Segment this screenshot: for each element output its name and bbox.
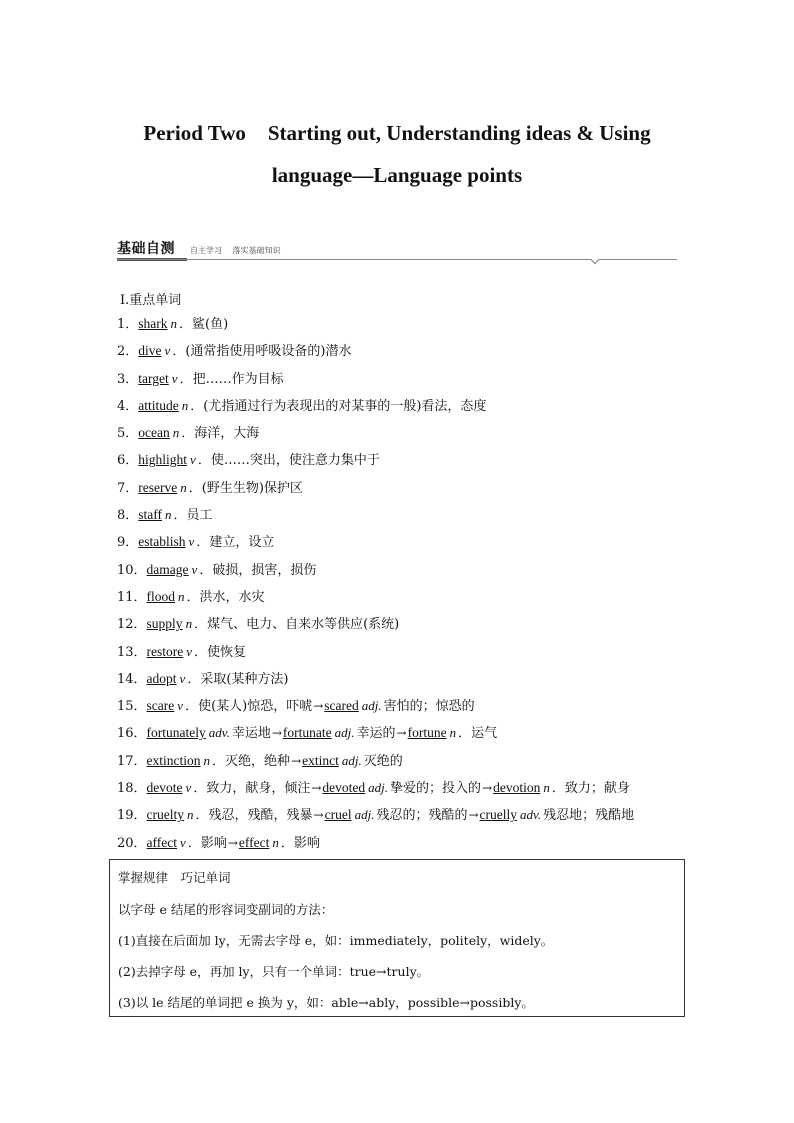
vocab-part-of-speech: v: [185, 780, 192, 796]
vocab-number: 14．: [117, 671, 147, 687]
vocab-part-of-speech: n: [170, 316, 178, 331]
vocab-part-of-speech: v: [188, 534, 195, 550]
vocabulary-list: [117, 310, 717, 856]
arrow-icon: →: [396, 726, 407, 741]
tip-line-intro: 以字母 e 结尾的形容词变副词的方法：: [118, 902, 334, 917]
vocab-word: cruel: [324, 807, 352, 823]
vocab-number: 9．: [117, 535, 139, 551]
vocab-meaning: ．采取(某种方法): [187, 671, 289, 687]
vocab-word: reserve: [138, 479, 178, 495]
vocab-item: [117, 692, 717, 719]
vocab-meaning: ．使(某人)惊恐，吓唬: [185, 699, 313, 715]
vocab-item: [117, 528, 717, 555]
vocab-word: effect: [238, 834, 270, 850]
section-sublabel: [190, 245, 281, 256]
vocab-word: affect: [146, 834, 178, 850]
vocab-part-of-speech: n: [165, 507, 172, 523]
vocab-word: fortunate: [282, 725, 332, 741]
tip-box-title: 掌握规律 巧记单词: [118, 870, 231, 885]
vocab-number: 11．: [117, 589, 147, 605]
vocab-meaning: ．鲨(鱼): [179, 317, 229, 332]
vocab-part-of-speech: v: [186, 643, 193, 659]
vocab-meaning: ．使……突出，使注意力集中于: [197, 453, 380, 469]
vocab-item: [117, 419, 717, 446]
tip-line-rule-2: (2)去掉字母 e，再加 ly，只有一个单词：true→truly。: [118, 964, 430, 979]
vocab-part-of-speech: v: [171, 370, 178, 386]
vocab-word: devotion: [493, 780, 541, 796]
vocab-item: [117, 829, 717, 856]
vocab-meaning: 挚爱的；投入的: [390, 781, 482, 797]
vocab-number: 4．: [117, 398, 139, 414]
vocab-meaning: ．影响: [187, 835, 227, 851]
vocab-meaning: ．影响: [280, 835, 320, 851]
vocab-part-of-speech: adv.: [520, 807, 542, 823]
vocab-part-of-speech: n: [187, 807, 194, 823]
vocab-meaning: ．灭绝，绝种: [212, 753, 291, 769]
vocab-item: [117, 446, 717, 473]
vocab-part-of-speech: v: [179, 670, 186, 686]
vocab-word: target: [138, 370, 169, 386]
page-title-line-2: language—Language points: [271, 163, 523, 187]
vocab-word: supply: [146, 616, 183, 632]
vocab-part-of-speech: n: [203, 752, 211, 768]
vocab-meaning: ．煤气、电力、自来水等供应(系统): [194, 617, 400, 633]
vocab-word: extinction: [146, 752, 201, 768]
vocab-meaning: 残忍的；残酷的: [376, 808, 468, 824]
vocab-word: ocean: [138, 425, 170, 441]
arrow-icon: →: [468, 808, 479, 823]
vocab-item: [117, 365, 717, 392]
vocab-part-of-speech: adv.: [208, 725, 230, 741]
vocab-item: [117, 583, 717, 610]
vocab-meaning: ．把……作为目标: [179, 371, 284, 387]
vocab-number: 19．: [117, 808, 147, 824]
vocab-number: 7．: [117, 480, 139, 496]
vocab-number: 20．: [117, 835, 147, 851]
vocab-number: 2．: [117, 344, 139, 360]
vocab-meaning: 残忍地；残酷地: [543, 808, 635, 824]
section-label: 基础自测: [117, 241, 175, 257]
vocab-part-of-speech: n: [449, 725, 457, 741]
vocab-word: cruelty: [146, 807, 185, 823]
vocab-part-of-speech: n: [185, 616, 193, 632]
vocab-word: scared: [324, 698, 359, 714]
vocab-meaning: ．残忍，残酷，残暴: [195, 808, 313, 824]
vocab-item: [117, 638, 717, 665]
vocab-part-of-speech: n: [543, 780, 550, 796]
vocab-part-of-speech: adj.: [368, 780, 389, 796]
vocab-word: highlight: [138, 452, 188, 468]
arrow-icon: →: [313, 808, 324, 823]
vocab-part-of-speech: n: [181, 397, 189, 413]
vocab-item: [117, 501, 717, 528]
vocab-meaning: ．致力；献身: [551, 781, 630, 797]
vocab-item: [117, 719, 717, 746]
vocab-number: 10．: [117, 562, 147, 578]
arrow-icon: →: [313, 699, 324, 714]
arrow-icon: →: [482, 781, 493, 796]
vocab-meaning: 害怕的；惊恐的: [383, 699, 475, 715]
vocab-word: attitude: [138, 397, 179, 413]
vocab-number: 3．: [117, 371, 139, 387]
vocab-number: 15．: [117, 699, 147, 715]
vocab-part-of-speech: n: [180, 479, 187, 495]
vocab-item: [117, 774, 717, 801]
vocab-meaning: ．运气: [458, 726, 498, 742]
vocab-part-of-speech: v: [177, 698, 184, 714]
vocab-word: scare: [146, 698, 175, 714]
vocab-meaning: 幸运地: [231, 726, 271, 742]
vocab-word: establish: [138, 534, 186, 550]
arrow-icon: →: [311, 781, 322, 796]
vocab-meaning: ．建立，设立: [196, 535, 275, 551]
title-period: Period Two: [143, 121, 246, 145]
vocab-meaning: ．海洋，大海: [181, 426, 260, 442]
vocab-meaning: ．致力，献身，倾注: [193, 781, 311, 797]
vocab-item: [117, 337, 717, 364]
arrow-icon: →: [227, 835, 238, 850]
vocab-number: 13．: [117, 644, 147, 660]
vocab-word: staff: [138, 507, 163, 523]
tip-line-rule-3: (3)以 le 结尾的单词把 e 换为 y，如：able→ably，possible→possibly。: [118, 995, 534, 1010]
vocab-number: 5．: [117, 426, 139, 442]
vocab-item: [117, 556, 717, 583]
vocab-number: 18．: [117, 781, 147, 797]
vocab-meaning: ．破损，损害，损伤: [199, 562, 317, 578]
vocab-item: [117, 474, 717, 501]
vocab-part-of-speech: n: [272, 834, 279, 850]
vocab-number: 8．: [117, 508, 139, 524]
vocab-item: [117, 747, 717, 774]
vocab-word: fortunately: [146, 725, 206, 741]
vocab-word: dive: [138, 343, 162, 359]
vocab-part-of-speech: adj.: [334, 725, 355, 741]
vocab-word: shark: [138, 316, 168, 331]
tip-box: [109, 859, 685, 1017]
vocab-item: [117, 610, 717, 637]
vocab-part-of-speech: v: [191, 561, 198, 577]
vocab-meaning: 幸运的: [356, 726, 396, 742]
arrow-icon: →: [291, 753, 302, 768]
vocab-number: 6．: [117, 453, 139, 469]
vocab-meaning: ．(野生生物)保护区: [188, 480, 303, 496]
vocab-part-of-speech: n: [178, 588, 185, 604]
vocab-part-of-speech: v: [180, 834, 186, 850]
vocab-part-of-speech: adj.: [354, 807, 375, 823]
vocab-word: damage: [146, 561, 189, 577]
vocab-item: [117, 310, 717, 337]
vocab-number: 16．: [117, 726, 147, 742]
vocab-part-of-speech: adj.: [361, 698, 382, 714]
vocab-number: 1．: [117, 317, 139, 332]
section-sub-1: 自主学习: [190, 246, 222, 255]
vocab-number: 17．: [117, 753, 147, 769]
subheading-key-words: Ⅰ.重点单词: [120, 293, 182, 308]
vocab-meaning: ．洪水，水灾: [186, 589, 265, 605]
tip-line-rule-1: (1)直接在后面加 ly，无需去字母 e，如：immediately，politely，widely。: [118, 933, 554, 948]
vocab-word: devoted: [322, 780, 366, 796]
title-topic: Starting out, Understanding ideas & Using: [267, 121, 651, 145]
vocab-word: cruelly: [479, 807, 518, 823]
page-title-line-1: [0, 121, 794, 146]
vocab-part-of-speech: n: [172, 425, 180, 441]
vocab-part-of-speech: v: [190, 452, 196, 468]
section-sub-2: 落实基础知识: [232, 246, 281, 255]
vocab-item: [117, 665, 717, 692]
arrow-icon: →: [271, 726, 282, 741]
vocab-word: devote: [146, 780, 183, 796]
vocab-number: 12．: [117, 617, 147, 633]
vocab-word: adopt: [146, 670, 177, 686]
vocab-meaning: ．(尤指通过行为表现出的对某事的一般)看法，态度: [190, 398, 487, 414]
vocab-meaning: ．员工: [173, 508, 213, 524]
vocab-meaning: ．使恢复: [194, 644, 247, 660]
vocab-word: fortune: [407, 725, 447, 741]
vocab-part-of-speech: adj.: [341, 752, 362, 768]
vocab-part-of-speech: v: [164, 343, 171, 359]
vocab-word: flood: [146, 588, 176, 604]
vocab-meaning: 灭绝的: [363, 753, 403, 769]
vocab-meaning: ．(通常指使用呼吸设备的)潜水: [172, 344, 352, 360]
vocab-item: [117, 801, 717, 828]
vocab-word: extinct: [302, 752, 339, 768]
vocab-word: restore: [146, 643, 184, 659]
vocab-item: [117, 392, 717, 419]
